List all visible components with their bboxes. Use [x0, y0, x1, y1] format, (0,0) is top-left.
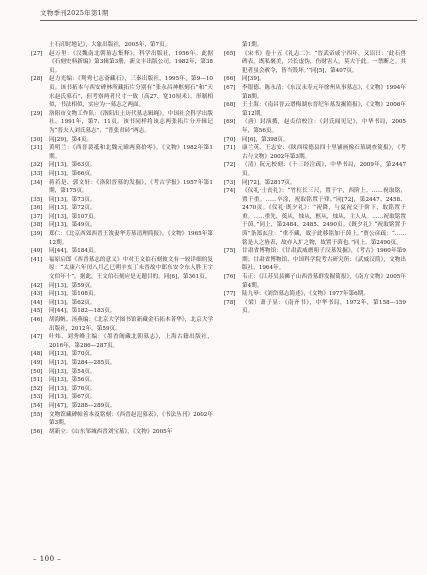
note-item	[31, 110, 213, 136]
note-text: 同[13]，第67页。	[49, 394, 96, 401]
note-text: 郑仁：《北京西郊西晋王浚妻华芳墓清理简报》，《文物》1965年第12期。	[49, 231, 213, 246]
note-number: [76]	[224, 274, 236, 281]
page-header	[0, 8, 427, 26]
note-text: 同[72]，第2817页。	[242, 179, 296, 186]
note-number: [32]	[31, 162, 43, 169]
note-number: [36]	[31, 205, 43, 212]
note-number: [27]	[31, 50, 43, 57]
note-text: 同[13]，第108页。	[49, 291, 100, 298]
note-text: 康兰英、王志安：《陕西绥德县四十里铺画像石墓调查简报》，《考古与文物》2002年第3期。	[242, 145, 406, 160]
note-text: 胡新立：《山东邹城西晋刘宝墓》，《文物》2005年	[49, 428, 173, 435]
note-number: [67]	[224, 84, 236, 91]
note-text: （唐）封演撰，赵贞信校注：《封氏闻见记》，中华书局，2005年，第56页。	[242, 119, 406, 134]
note-number: [29]	[31, 110, 43, 117]
note-item	[224, 118, 406, 135]
note-text: 同[13]，第72页。	[49, 205, 96, 212]
note-text: （清）阮元校刻：《十三经注疏》，中华书局，2009年，第2447页。	[242, 162, 406, 177]
note-text: 同[13]，第59页。	[49, 282, 96, 289]
note-item	[31, 230, 213, 247]
note-item	[31, 213, 213, 222]
note-item	[224, 41, 406, 50]
note-text: 同[13]，第66页。	[49, 170, 96, 177]
note-number: [77]	[224, 291, 236, 298]
note-text: 同[13]，第107页。	[49, 213, 100, 220]
note-text: 《宋书》卷十五《礼志二》：“晋武帝咸宁四年，又诏曰：‘此石兽碑表，既私褒美，兴长虚伪，伤财害人，莫大于此。一禁断之。其犯者虽会赦令，皆当毁坏。’”同[5]，第407页。	[242, 50, 406, 74]
note-number: [44]	[31, 299, 43, 306]
note-item	[31, 221, 213, 230]
note-item	[31, 385, 213, 394]
note-item	[224, 84, 406, 101]
note-number: [35]	[31, 196, 43, 203]
note-text: 胡海帆、汤燕编：《北京大学图书馆新藏金石拓本菁华》，北京大学出版社，2012年，第59页。	[49, 317, 213, 332]
note-number: [78]	[224, 299, 236, 306]
note-item	[31, 196, 213, 205]
note-text: 赵力光编：《鸳鸯七志斋藏石》，三秦出版社，1995年，第9—10页。该书拓本与西安碑林所藏拓片分别有“张永昌神柩刻石”和“天水赵氏墓石”，但考察两者尺寸一致（高27、宽10厘米），形制相似，书法相似，实应为一墓志之两面。	[49, 76, 213, 109]
note-item	[224, 50, 406, 76]
note-item	[224, 299, 406, 316]
note-number: [74]	[224, 188, 236, 195]
note-number: [51]	[31, 377, 43, 384]
note-number: [30]	[31, 136, 43, 143]
note-number: [54]	[31, 402, 43, 409]
note-text: 同[6]，第398页。	[242, 136, 289, 143]
note-text: （梁）萧子显：《南齐书》，中华书局，1972年，第158—159页。	[242, 299, 406, 315]
note-number: [69]	[224, 119, 236, 126]
note-item	[31, 299, 213, 308]
note-text: 同[47]，第288—289页。	[49, 402, 116, 409]
note-text: 李银德、陈永清：《东汉永寿元年徐州从事墓志》，《文物》1994年第8期。	[242, 84, 406, 100]
note-text: 同[13]，第56页。	[49, 377, 96, 384]
note-item	[31, 393, 213, 402]
note-text: 同[39]。	[242, 76, 265, 83]
note-item	[31, 411, 213, 428]
note-text: 同[13]，第76页。	[49, 385, 96, 392]
note-item	[224, 273, 406, 290]
note-text: 韦正：《江苏吴县狮子山西晋墓群发掘简报》，《南方文物》2005年第4期。	[242, 274, 406, 289]
note-item	[31, 316, 213, 333]
note-number: [73]	[224, 179, 236, 186]
note-item	[224, 144, 406, 161]
note-item	[31, 170, 213, 179]
note-item	[31, 144, 213, 161]
note-item	[31, 41, 213, 50]
note-text: 洛阳市文物工作队：《洛阳出土历代墓志辑绳》，中国社会科学出版社，1991年，第7、11页。该书同样将该志两张拓片分开辑记为“普夫人刘氏墓志”、“普张君砖”两志。	[49, 110, 213, 134]
note-text: 福原启郎《西晋墓志的意义》中对王文伯石刻彼文有一较详细的复原：“太康六年闰八月乙巳朔辛亥丁未晋故中郎东安令东人胜王宇文伯年十”。据此，王文伯石刻应是无题目的。同[6]，第361页。	[49, 256, 213, 281]
left-notes-column	[31, 41, 213, 436]
right-notes-column	[224, 41, 406, 316]
note-text: 同[13]，第284—285页。	[49, 359, 116, 366]
note-item	[31, 428, 213, 437]
note-number: [46]	[31, 317, 43, 323]
note-text: 同[13]，第49页。	[49, 222, 96, 229]
note-text: 《仪礼·士丧礼》：“竹杠长三尺，置于宇，西阶上。……祝取铭，置于重。……卒涂，祝取铭置于肂。”同[72]，第2447、2458、2470页。《仪礼·既夕礼》：“祝降，与夏祝交于阶下，取铭置于重。……重先，奠从，烛从，柩从，烛从，主人从。……祝取铭置于茵。”同上，第2484、2485、2490页。《既夕礼》“祝取铭置于茵”条郑玄注：“重不藏，故于此移铭加于茵上。”贾公彦疏：“……铭是人之旌表，故亦入圹之物，故置于茵也。”同上，第2490页。	[242, 188, 406, 246]
note-text: 同[44]，第182—183页。	[49, 308, 116, 315]
note-number: [34]	[31, 179, 43, 186]
note-number: [33]	[31, 170, 43, 177]
note-number: [48]	[31, 351, 43, 358]
note-number: [43]	[31, 291, 43, 298]
note-number: [38]	[31, 222, 43, 229]
note-item	[31, 359, 213, 368]
note-item	[31, 50, 213, 76]
journal-title: 文物季刊2025年第1期	[40, 9, 109, 17]
note-text: 甘肃省博物馆：《甘肃武威磨咀子汉墓发掘》，《考古》1960年第9期；甘肃省博物馆、中国科学院考古研究所：《武威汉简》，文物出版社，1964年。	[242, 248, 406, 272]
note-number: [55]	[31, 411, 43, 418]
note-item	[31, 282, 213, 291]
note-text: 赵万里：《汉魏南北朝墓志集释》，科学出版社，1956年。此据《石刻史料新编》第3辑第3册，新文丰出版公司，1982年，第38页。	[49, 50, 213, 74]
note-number: [45]	[31, 308, 43, 315]
note-number: [52]	[31, 385, 43, 392]
note-number: [28]	[31, 76, 43, 83]
note-item	[31, 350, 213, 359]
note-item	[224, 136, 406, 145]
note-item	[224, 101, 406, 118]
note-text: 同[44]，第184页。	[49, 248, 100, 255]
note-number: [53]	[31, 394, 43, 401]
note-text: 黄明兰：《西晋裴祗和北魏元暐两墓拾零》，《文物》1982年第1期。	[49, 145, 213, 160]
note-number: [70]	[224, 136, 236, 143]
note-text: 同[13]，第70页。	[49, 351, 96, 358]
note-text: 同[13]，第54页。	[49, 368, 96, 375]
note-number: [72]	[224, 162, 236, 169]
note-item	[31, 376, 213, 385]
note-item	[31, 402, 213, 411]
note-item	[224, 290, 406, 299]
note-number: [65]	[224, 50, 236, 57]
note-item	[31, 161, 213, 170]
header-rule	[40, 20, 417, 21]
note-item	[224, 187, 406, 247]
note-item	[31, 333, 213, 350]
note-text: 蒋若是、郭文轩：《洛阳晋墓的发掘》，《考古学报》1957年第1期，第175页。	[49, 179, 213, 195]
note-number: [47]	[31, 334, 43, 341]
note-number: [39]	[31, 231, 43, 238]
note-item	[31, 204, 213, 213]
note-text: 王士海：《南昌晋云谱梅湖东晋纪年墓发掘简报》，《文物》2008年第12期。	[242, 102, 406, 117]
note-item	[31, 179, 213, 196]
note-text: 同[13]，第62页。	[49, 299, 96, 306]
note-item	[31, 290, 213, 299]
note-number: [66]	[224, 76, 236, 83]
note-number: [71]	[224, 145, 236, 152]
note-text: 叶炜、刘秀峰主编：《墨香阁藏北朝墓志》，上海古籍出版社，2016年，第286—287页。	[49, 334, 213, 349]
note-number: [75]	[224, 248, 236, 255]
note-number: [50]	[31, 368, 43, 375]
note-item	[224, 247, 406, 273]
note-number: [42]	[31, 282, 43, 289]
note-number: [49]	[31, 359, 43, 366]
note-text: 同[29]，第4页。	[49, 136, 93, 143]
note-number: [56]	[31, 428, 43, 435]
note-item	[31, 136, 213, 145]
note-text: 陆九皋：《刘岱墓志简述》，《文物》1977年第6期。	[242, 291, 369, 298]
note-item	[31, 307, 213, 316]
note-item	[31, 368, 213, 377]
note-item	[224, 179, 406, 188]
note-item	[31, 75, 213, 109]
note-number: [37]	[31, 213, 43, 220]
note-text: 同[13]，第73页。	[49, 196, 96, 203]
note-text: 土石印时地记》，大象出版社，2005年，第7页。	[49, 42, 171, 48]
note-number: [31]	[31, 145, 43, 152]
note-text: 文物馆藏碑帖善本及铭刻：《西晋赵氾墓表》，《书法丛刊》2002年第3期。	[49, 411, 213, 427]
note-item	[31, 247, 213, 256]
note-number: [40]	[31, 248, 43, 255]
note-number: [68]	[224, 102, 236, 109]
note-text: 同[13]，第63页。	[49, 162, 96, 169]
page-number: – 100 –	[33, 555, 62, 563]
note-item	[31, 256, 213, 282]
note-item	[224, 75, 406, 84]
note-item	[224, 161, 406, 178]
note-text: 第1期。	[242, 42, 263, 48]
note-number: [41]	[31, 256, 43, 263]
